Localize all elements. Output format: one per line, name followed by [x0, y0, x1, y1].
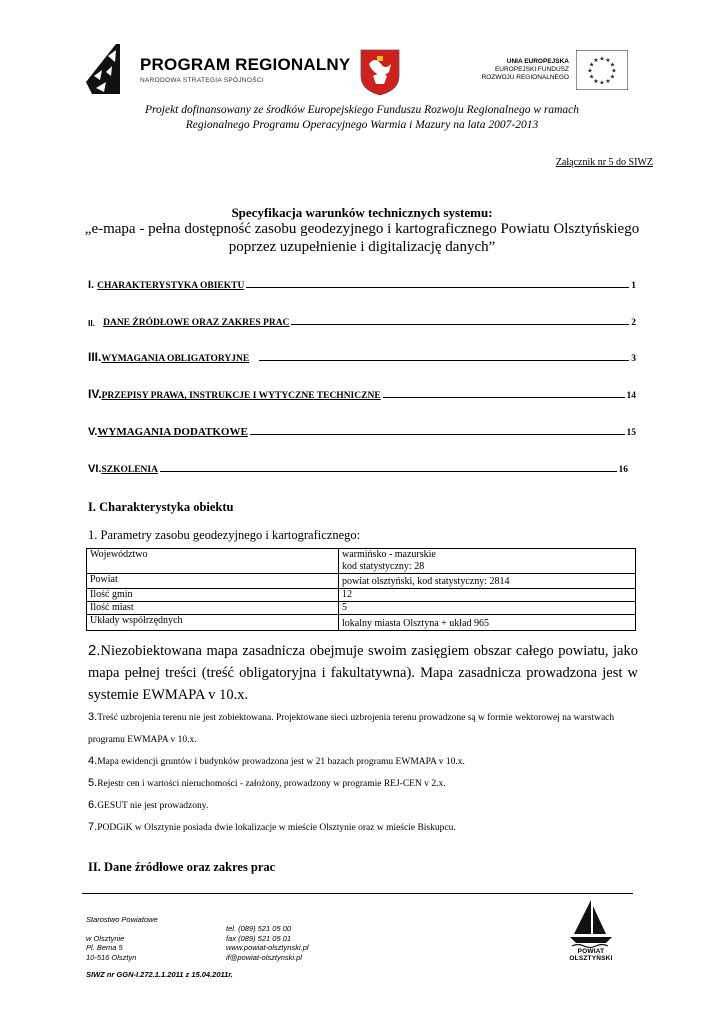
project-funding-note — [60, 103, 664, 133]
toc-item-5[interactable] — [88, 420, 636, 438]
toc-item-1[interactable] — [88, 273, 636, 291]
table-cell-key: Ilość gmin — [87, 589, 339, 602]
paragraph-5 — [88, 772, 638, 795]
toc-item-3[interactable] — [88, 346, 636, 364]
table-cell-key: Ilość miast — [87, 602, 339, 615]
toc-page: 3 — [631, 354, 636, 364]
toc-num: V. — [88, 426, 98, 438]
footer-divider — [82, 893, 633, 894]
table-cell-value — [339, 549, 636, 574]
footer-org-line: Starostwo Powiatowe — [86, 915, 158, 924]
spec-subtitle — [70, 220, 654, 256]
footer-org — [86, 915, 158, 962]
eu-star-icon: ★ — [611, 68, 617, 75]
paragraph-number: 2. — [88, 642, 101, 659]
table-row — [87, 615, 636, 631]
table-row — [87, 549, 636, 574]
paragraph-text: PODGiK w Olsztynie posiada dwie lokalizacje w mieście Olsztynie oraz w mieście Biskupcu. — [97, 823, 456, 833]
parameters-table — [86, 548, 636, 631]
eu-star-icon: ★ — [599, 56, 605, 63]
paragraph-text: GESUT nie jest prowadzony. — [97, 801, 209, 811]
paragraph-number: 7. — [88, 821, 98, 833]
eu-line-2: EUROPEJSKI FUNDUSZ — [494, 66, 569, 73]
project-line-1: Projekt dofinansowany ze środków Europejskiego Funduszu Rozwoju Regionalnego w ramach — [144, 104, 580, 116]
table-value-line: kod statystyczny: 28 — [342, 561, 425, 572]
toc-label[interactable]: WYMAGANIA DODATKOWE — [97, 426, 248, 438]
paragraph-number: 6. — [88, 799, 98, 811]
footer-email[interactable]: if@powiat-olsztynski.pl — [226, 952, 302, 962]
paragraph-text: Rejestr cen i wartości nieruchomości - założony, prowadzony w programie REJ-CEN v 2.x. — [97, 779, 446, 789]
table-row — [87, 574, 636, 589]
paragraph-6 — [88, 794, 638, 817]
table-cell-value: lokalny miasta Olsztyna + układ 965 — [339, 615, 636, 631]
toc-item-6[interactable] — [88, 457, 628, 475]
section-2-heading: II. Dane źródłowe oraz zakres prac — [88, 860, 276, 874]
table-cell-key: Powiat — [87, 574, 339, 589]
toc-page: 15 — [626, 428, 636, 438]
eu-line-1: UNIA EUROPEJSKA — [506, 58, 569, 65]
paragraph-number: 4. — [88, 755, 98, 767]
footer-tel: tel. (089) 521 05 00 — [226, 924, 292, 933]
eu-star-icon: ★ — [587, 68, 593, 75]
spec-title: Specyfikacja warunków technicznych systemu: — [231, 205, 493, 220]
spec-subtitle-line-1: „e-mapa - pełna dostępność zasobu geodezyjnego i kartograficznego Powiatu Olsztyńskiego — [84, 221, 640, 237]
table-value-line: warmińsko - mazurskie — [342, 549, 436, 560]
eu-star-icon: ★ — [605, 58, 611, 65]
toc-num: I. — [88, 279, 95, 291]
paragraph-3 — [88, 706, 638, 751]
eu-line-3: ROZWOJU REGIONALNEGO — [481, 74, 569, 81]
table-cell-key: Układy współrzędnych — [87, 615, 339, 631]
toc-label[interactable]: WYMAGANIA OBLIGATORYJNE — [101, 354, 250, 364]
toc-leader — [259, 360, 629, 361]
table-cell-value: 12 — [339, 589, 636, 602]
section-1-heading: I. Charakterystyka obiektu — [88, 500, 234, 514]
toc-leader — [291, 324, 629, 325]
toc-leader — [250, 434, 625, 435]
toc-page: 1 — [631, 281, 636, 291]
footer-siwz-number: SIWZ nr GGN-I.272.1.1.2011 z 15.04.2011r. — [86, 970, 233, 979]
footer-org-line: Pl. Bema 5 — [86, 943, 123, 952]
table-row — [87, 589, 636, 602]
spec-subtitle-line-2: poprzez uzupełnienie i digitalizację danych” — [228, 239, 496, 255]
toc-label[interactable]: CHARAKTERYSTYKA OBIEKTU — [97, 281, 245, 291]
footer-www[interactable]: www.powiat-olsztynski.pl — [226, 943, 309, 952]
paragraph-7 — [88, 816, 638, 839]
toc-label[interactable]: PRZEPISY PRAWA, INSTRUKCJE I WYTYCZNE TECHNICZNE — [101, 391, 381, 401]
eu-star-icon: ★ — [593, 78, 599, 85]
toc-num: IV. — [88, 387, 102, 401]
footer-org-line: 10-516 Olsztyn — [86, 952, 137, 962]
eu-star-icon: ★ — [588, 62, 595, 69]
table-cell-key: Województwo — [87, 549, 339, 574]
toc-leader — [246, 287, 629, 288]
table-cell-value: powiat olsztyński, kod statystyczny: 2814 — [339, 574, 636, 589]
table-row — [87, 602, 636, 615]
footer-fax: fax (089) 521 05 01 — [226, 933, 292, 943]
paragraph-text: Niezobiektowana mapa zasadnicza obejmuje swoim zasięgiem obszar całego powiatu, jako mapa pełnej treści (treść obligatoryjna i fakultatywna). Mapa zasadnicza prowadzona jest w systemie EWMAPA v 10.x. — [88, 643, 638, 703]
footer-contact — [226, 924, 309, 962]
toc-page: 14 — [626, 391, 636, 401]
eu-star-icon: ★ — [588, 74, 595, 81]
parameters-heading: 1. Parametry zasobu geodezyjnego i kartograficznego: — [88, 528, 361, 542]
eu-star-icon: ★ — [599, 80, 605, 87]
toc-item-2[interactable] — [88, 310, 636, 328]
footer-org-line: w Olsztynie — [86, 933, 125, 943]
toc-item-4[interactable] — [88, 383, 636, 401]
project-line-2: Regionalnego Programu Operacyjnego Warmia i Mazury na lata 2007-2013 — [185, 119, 539, 131]
toc-page: 2 — [631, 318, 636, 328]
paragraph-4 — [88, 750, 638, 773]
eu-star-icon: ★ — [609, 62, 616, 69]
toc-num: III. — [88, 350, 102, 364]
toc-label[interactable]: SZKOLENIA — [101, 465, 158, 475]
program-subtitle: NARODOWA STRATEGIA SPÓJNOŚCI — [140, 77, 264, 84]
eu-flag-icon — [576, 50, 628, 90]
eu-star-icon: ★ — [605, 78, 611, 85]
program-title: PROGRAM REGIONALNY — [140, 55, 351, 74]
paragraph-text: Treść uzbrojenia terenu nie jest zobiektowana. Projektowane sieci uzbrojenia terenu prowadzone są w formie wektorowej na warstwach programu EWMAPA v 10.x. — [88, 713, 615, 745]
paragraph-2 — [88, 640, 638, 706]
warmia-mazury-crest — [355, 48, 405, 96]
annex-label: Załącznik nr 5 do SIWZ — [555, 157, 653, 168]
paragraph-text: Mapa ewidencji gruntów i budynków prowadzona jest w 21 bazach programu EWMAPA v 10.x. — [97, 757, 465, 767]
eu-star-icon: ★ — [593, 58, 599, 65]
table-cell-value: 5 — [339, 602, 636, 615]
paragraph-number: 3. — [88, 711, 98, 723]
toc-num: II. — [88, 318, 96, 328]
eu-star-icon: ★ — [609, 74, 616, 81]
toc-label[interactable]: DANE ŹRÓDŁOWE ORAZ ZAKRES PRAC — [103, 318, 290, 328]
toc-leader — [160, 471, 617, 472]
powiat-logo-text: POWIAT OLSZTYŃSKI — [569, 948, 613, 962]
toc-leader — [383, 397, 625, 398]
toc-num: VI. — [88, 463, 102, 475]
paragraph-number: 5. — [88, 777, 98, 789]
toc-page: 16 — [618, 465, 628, 475]
